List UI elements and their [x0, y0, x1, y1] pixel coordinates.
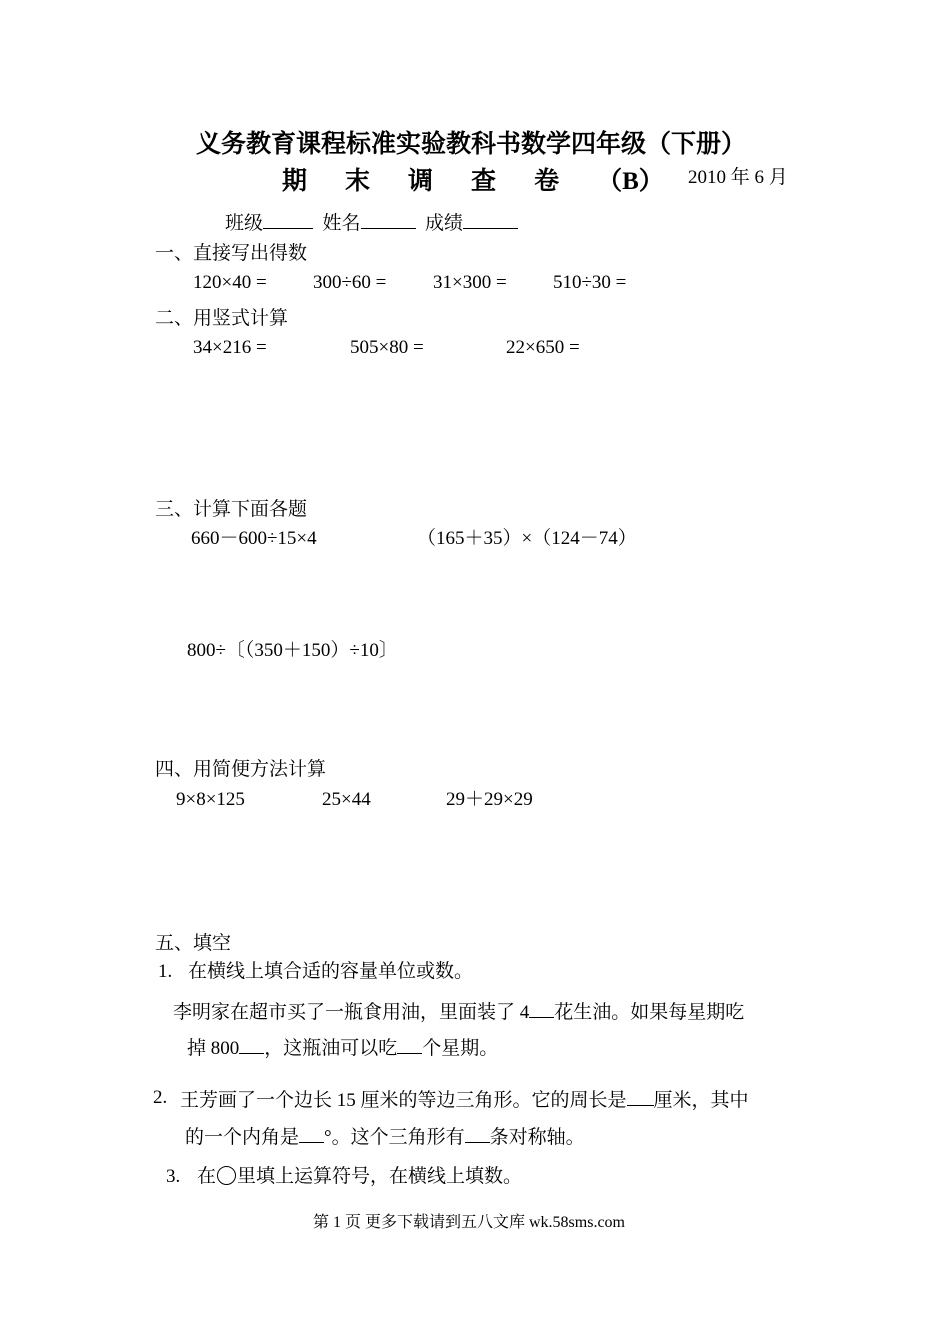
problem: 29＋29×29	[446, 789, 533, 810]
problem: 34×216 =	[193, 337, 267, 358]
text-segment: °。这个三角形有	[324, 1127, 465, 1148]
problem: 300÷60 =	[313, 272, 387, 293]
subtitle-char: 末	[345, 168, 371, 195]
name-blank[interactable]	[361, 210, 416, 229]
subtitle-char: 查	[471, 168, 497, 195]
answer-blank[interactable]	[627, 1087, 654, 1106]
text-segment: 个星期。	[422, 1038, 499, 1059]
page-footer: 第 1 页 更多下载请到五八文库 wk.58sms.com	[313, 1214, 626, 1231]
section1-heading: 一、直接写出得数	[155, 243, 308, 264]
subtitle-char: 卷	[534, 168, 560, 195]
question-text	[197, 1166, 522, 1188]
text-segment: 李明家在超市买了一瓶食用油，里面装了 4	[173, 1002, 530, 1023]
question-prompt: 在横线上填合适的容量单位或数。	[188, 961, 474, 982]
text-segment: ，这瓶油可以吃	[264, 1038, 398, 1059]
subtitle-suffix: （B）	[597, 168, 664, 195]
section4-heading: 四、用简便方法计算	[155, 759, 327, 780]
page-subtitle	[282, 161, 664, 197]
score-blank[interactable]	[463, 210, 518, 229]
problem: （165＋35）×（124－74）	[417, 528, 637, 549]
section3-heading: 三、计算下面各题	[155, 499, 308, 520]
problem: 120×40 =	[193, 272, 267, 293]
text-segment: 条对称轴。	[489, 1127, 585, 1148]
question-number: 1.	[158, 961, 173, 982]
class-blank[interactable]	[263, 210, 313, 229]
score-label: 成绩	[425, 213, 464, 234]
problem: 510÷30 =	[553, 272, 627, 293]
problem: 25×44	[322, 789, 371, 810]
answer-blank[interactable]	[465, 1124, 490, 1143]
question-text	[173, 999, 744, 1024]
problem: 505×80 =	[350, 337, 424, 358]
problem: 800÷〔（350＋150）÷10〕	[187, 640, 398, 661]
page-title: 义务教育课程标准实验教科书数学四年级（下册）	[196, 131, 747, 158]
section5-heading: 五、填空	[155, 933, 232, 954]
answer-blank[interactable]	[239, 1035, 264, 1054]
exam-date: 2010 年 6 月	[688, 167, 788, 188]
problem: 660－600÷15×4	[191, 528, 317, 549]
text-segment: 的一个内角是	[185, 1127, 300, 1148]
answer-blank[interactable]	[397, 1035, 422, 1054]
text-segment: 花生油。如果每星期吃	[554, 1002, 745, 1023]
answer-blank[interactable]	[529, 999, 554, 1018]
circle-icon[interactable]	[217, 1166, 236, 1185]
question-text	[180, 1087, 749, 1112]
question-text	[187, 1035, 498, 1060]
problem: 22×650 =	[506, 337, 580, 358]
text-segment: 掉 800	[187, 1038, 240, 1059]
subtitle-char: 期	[282, 168, 308, 195]
text-segment: 里填上运算符号，在横线上填数。	[237, 1166, 523, 1187]
question-number: 3.	[166, 1166, 181, 1187]
answer-blank[interactable]	[299, 1124, 324, 1143]
text-segment: 王芳画了一个边长 15 厘米的等边三角形。它的周长是	[180, 1090, 627, 1111]
question-text	[185, 1124, 585, 1149]
class-label: 班级	[225, 213, 264, 234]
text-segment: 厘米，其中	[653, 1090, 749, 1111]
question-number: 2.	[153, 1087, 168, 1108]
info-line	[225, 210, 518, 235]
section2-heading: 二、用竖式计算	[155, 308, 289, 329]
subtitle-char: 调	[408, 168, 434, 195]
problem: 31×300 =	[433, 272, 507, 293]
problem: 9×8×125	[176, 789, 245, 810]
text-segment: 在	[197, 1166, 217, 1187]
name-label: 姓名	[322, 213, 361, 234]
